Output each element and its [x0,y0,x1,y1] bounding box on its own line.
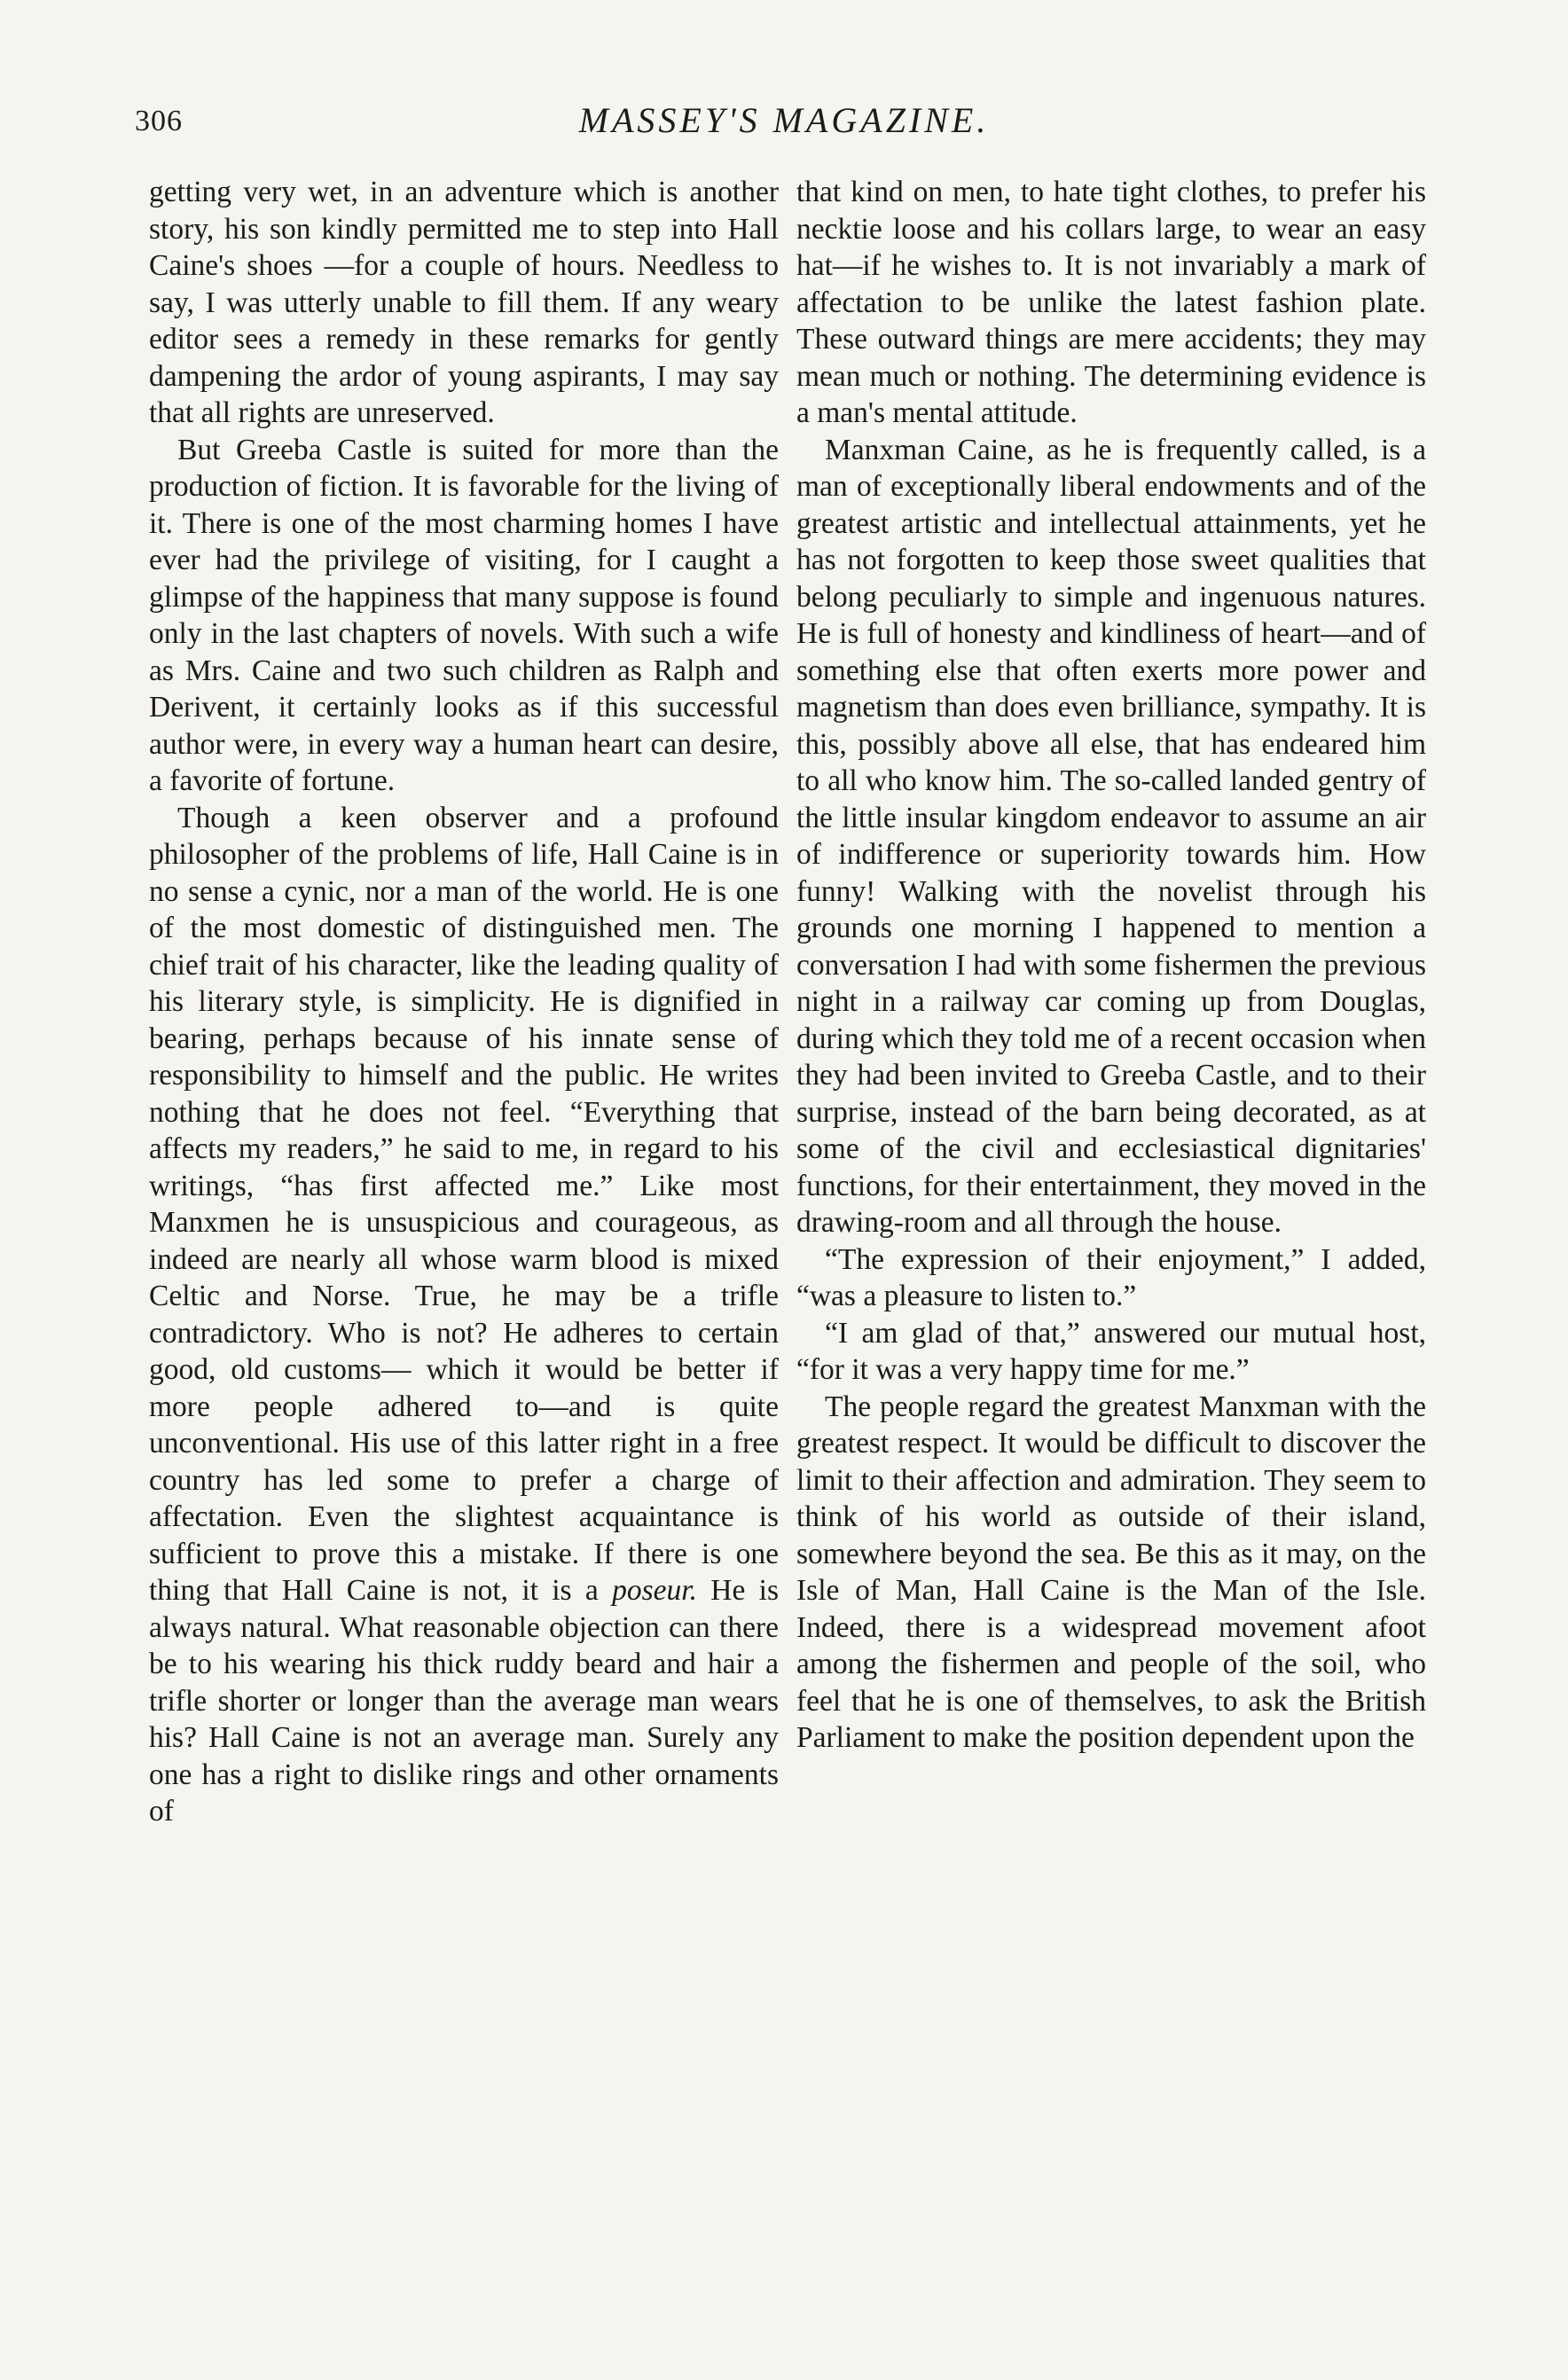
paragraph: that kind on men, to hate tight clothes, to prefer his necktie loose and his collars large, to wear an easy hat—if he wishes to. It is not invariably a mark of affectation to be unlike the latest fashion plate. These outward things are mere accidents; they may mean much or nothing. The determining evidence is a man's mental attitude. [796,176,1426,429]
page-number: 306 [135,105,183,137]
paragraph: “The expression of their enjoyment,” I added, “was a pleasure to listen to.” [796,1242,1426,1312]
paragraph: The people regard the greatest Manxman with the greatest respect. It would be difficult to discover the limit to their affection and admiration. They seem to think of his world as outside of their island, somewhere beyond the sea. Be this as it may, on the Isle of Man, Hall Caine is the Man of the Isle. Indeed, there is a widespread movement afoot among the fishermen and people of the soil, who feel that he is one of themselves, to ask the British Parliament to make the position dependent upon the [796,1390,1426,1754]
paragraph-text: Though a keen observer and a profound philosopher of the problems of life, Hall Caine is in no sense a cynic, nor a man of the world. He is one of the most domestic of distinguished men. The chief trait of his character, like the leading quality of his literary style, is simplicity. He is dignified in bearing, perhaps because of his innate sense of responsibility to himself and the public. He writes nothing that he does not feel. “Everything that affects my readers,” he said to me, in regard to his writings, “has first affected me.” Like most Manxmen he is unsuspicious and courageous, as indeed are nearly all whose warm blood is mixed Celtic and Norse. True, he may be a trifle contradictory. Who is not? He adheres to certain good, old customs— which it would be better if more people adhered to—and is quite unconventional. His use of this latter right in a free country has led some to prefer a charge of affectation. Even the slightest acquaintance is sufficient to prove this a mistake. If there is one thing that Hall Caine is not, it is a [149,801,779,1607]
paragraph [149,800,779,1830]
paragraph: Manxman Caine, as he is frequently called, is a man of exceptionally liberal endowments and of the greatest artistic and intellectual attainments, yet he has not forgotten to keep those sweet qualities that belong peculiarly to simple and ingenuous natures. He is full of honesty and kindliness of heart—and of something else that often exerts more power and magnetism than does even brilliance, sympathy. It is this, possibly above all else, that has endeared him to all who know him. The so-called landed gentry of the little insular kingdom endeavor to assume an air of indifference or superiority towards him. How funny! Walking with the novelist through his grounds one morning I happened to mention a conversation I had with some fishermen the previous night in a railway car coming up from Douglas, during which they told me of a recent occasion when they had been invited to Greeba Castle, and to their surprise, instead of the barn being decorated, as at some of the civil and ecclesiastical dignitaries' functions, for their entertainment, they moved in the drawing-room and all through the house. [796,433,1426,1239]
paragraph: getting very wet, in an adventure which is another story, his son kindly permitted me to step into Hall Caine's shoes —for a couple of hours. Needless to say, I was utterly unable to fill them. If any weary editor sees a remedy in these remarks for gently dampening the ardor of young aspirants, I may say that all rights are unreserved. [149,176,779,429]
left-column [149,174,779,1830]
emphasis-text: poseur. [612,1574,697,1607]
running-head: MASSEY'S MAGAZINE. [578,100,990,140]
paragraph: But Greeba Castle is suited for more than the production of fiction. It is favorable for the living of it. There is one of the most charming homes I have ever had the privilege of visiting, for I caught a glimpse of the happiness that many suppose is found only in the last chapters of novels. With such a wife as Mrs. Caine and two such children as Ralph and Derivent, it certainly looks as if this successful author were, in every way a human heart can desire, a favorite of fortune. [149,433,779,797]
paragraph: “I am glad of that,” answered our mutual host, “for it was a very happy time for me.” [796,1316,1426,1386]
right-column [796,174,1426,1757]
paragraph-text: He is always natural. What reasonable objection can there be to his wearing his thick ruddy beard and hair a trifle shorter or longer than the average man wears his? Hall Caine is not an average man. Surely any one has a right to dislike rings and other ornaments of [149,1574,780,1828]
